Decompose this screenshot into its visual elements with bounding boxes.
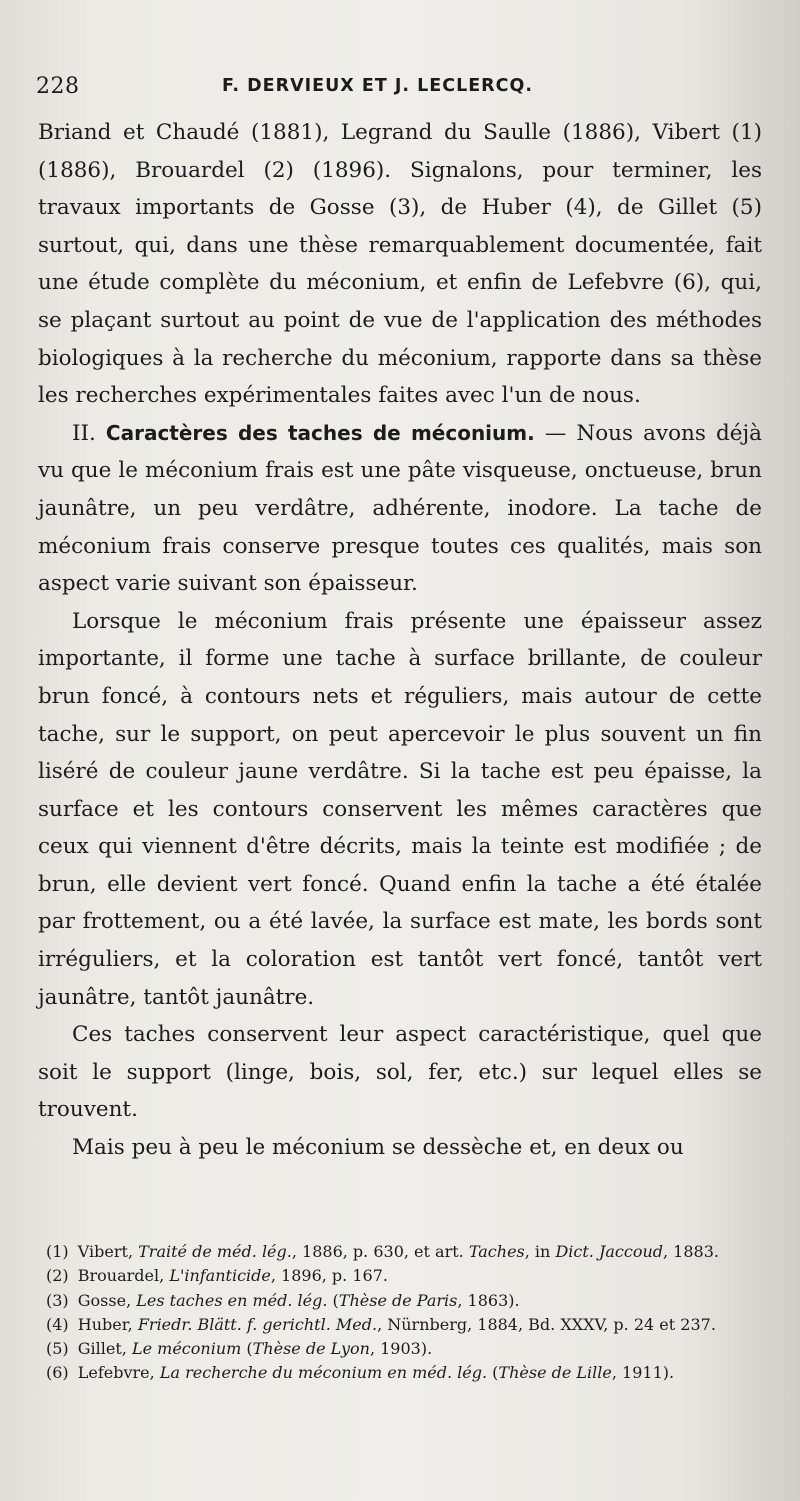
footnote-text: , 1896, p. 167. [270,1266,388,1286]
footnote-title: Traité de méd. lég. [138,1242,292,1261]
footnote-text: , 1863). [457,1290,520,1310]
footnote-author: Vibert, [77,1242,134,1261]
footnote-title: La recherche du méconium en méd. lég. [159,1363,488,1383]
footnote-text: , in [524,1242,551,1261]
footnote-title: Thèse de Paris [338,1290,458,1310]
footnote-title: Taches [468,1242,525,1261]
footnote-6 [46,1361,760,1385]
footnote-number: (2) [46,1266,69,1286]
footnote-number: (3) [46,1290,69,1310]
footnote-text: , 1903). [369,1339,433,1359]
body-text [38,114,762,1167]
footnote-title: Thèse de Lyon [252,1339,370,1359]
footnote-author: Gillet, [77,1339,127,1359]
page-number: 228 [36,74,80,99]
footnote-number: (6) [46,1363,69,1383]
footnote-1 [46,1240,760,1264]
footnote-number: (1) [46,1242,69,1261]
footnote-title: Les taches en méd. lég. [136,1290,328,1310]
footnote-text: ( [241,1339,253,1359]
footnote-5 [46,1337,760,1361]
footnote-author: Brouardel, [77,1266,165,1286]
footnote-text: , 1883. [663,1242,719,1261]
paragraph-drying [38,1129,762,1167]
footnote-number: (5) [46,1339,69,1359]
footnote-4 [46,1313,760,1337]
paragraph-text: — Nous avons déjà vu que le méconium frais est une pâte visqueuse, onctueuse, brun jaunâtre, un peu verdâtre, adhérente, inodore. La tache de méconium frais conserve presque toutes ces qualités, mais son aspect varie suivant son épaisseur. [38,420,762,597]
footnote-text: , Nürnberg, 1884, Bd. XXXV, p. 24 et 237. [377,1314,716,1334]
paragraph-support [38,1016,762,1129]
footnote-number: (4) [46,1314,69,1334]
running-head: F. DERVIEUX ET J. LECLERCQ. [222,76,534,96]
section-number: II. [72,420,106,446]
footnote-title: L'infanticide [169,1266,271,1286]
footnote-title: Thèse de Lille [498,1363,612,1383]
footnote-author: Gosse, [77,1290,132,1310]
footnote-text: , 1911). [611,1363,675,1383]
footnotes [46,1240,760,1386]
footnote-text: ( [327,1290,339,1310]
paragraph-text: Ces taches conservent leur aspect caractéristique, quel que soit le support (linge, bois, sol, fer, etc.) sur lequel elles se trouvent. [38,1022,762,1123]
footnote-author: Lefebvre, [77,1363,155,1383]
paragraph-section-ii [38,415,762,603]
footnote-text: ( [487,1363,499,1383]
paragraph-description [38,603,762,1017]
paragraph-text: Mais peu à peu le méconium se dessèche et, en deux ou [72,1135,684,1161]
footnote-3 [46,1289,760,1313]
footnote-2 [46,1264,760,1288]
footnote-text: , 1886, p. 630, et art. [291,1242,464,1261]
footnote-title: Le méconium [131,1339,242,1359]
page-header [36,70,760,104]
footnote-title: Friedr. Blätt. f. gerichtl. Med. [137,1314,378,1334]
footnote-title: Dict. Jaccoud [555,1242,663,1261]
footnote-author: Huber, [77,1314,133,1334]
paragraph-text: Briand et Chaudé (1881), Legrand du Saulle (1886), Vibert (1) (1886), Brouardel (2) (1896). Signalons, pour terminer, les travaux importants de Gosse (3), de Huber (4), de Gillet (5) surtout, qui, dans une thèse remarquablement documentée, fait une étude complète du méconium, et enfin de Lefebvre (6), qui, se plaçant surtout au point de vue de l'application des méthodes biologiques à la recherche du méconium, rapporte dans sa thèse les recherches expérimentales faites avec l'un de nous. [38,120,762,409]
paragraph-text: Lorsque le méconium frais présente une épaisseur assez importante, il forme une tache à surface brillante, de couleur brun foncé, à contours nets et réguliers, mais autour de cette tache, sur le support, on peut apercevoir le plus souvent un fin liséré de couleur jaune verdâtre. Si la tache est peu épaisse, la surface et les contours conservent les mêmes caractères que ceux qui viennent d'être décrits, mais la teinte est modifiée ; de brun, elle devient vert foncé. Quand enfin la tache a été étalée par frottement, ou a été lavée, la surface est mate, les bords sont irréguliers, et la coloration est tantôt vert foncé, tantôt vert jaunâtre, tantôt jaunâtre. [38,608,762,1010]
section-title: Caractères des taches de méconium. [105,420,535,445]
paragraph-history [38,114,762,415]
